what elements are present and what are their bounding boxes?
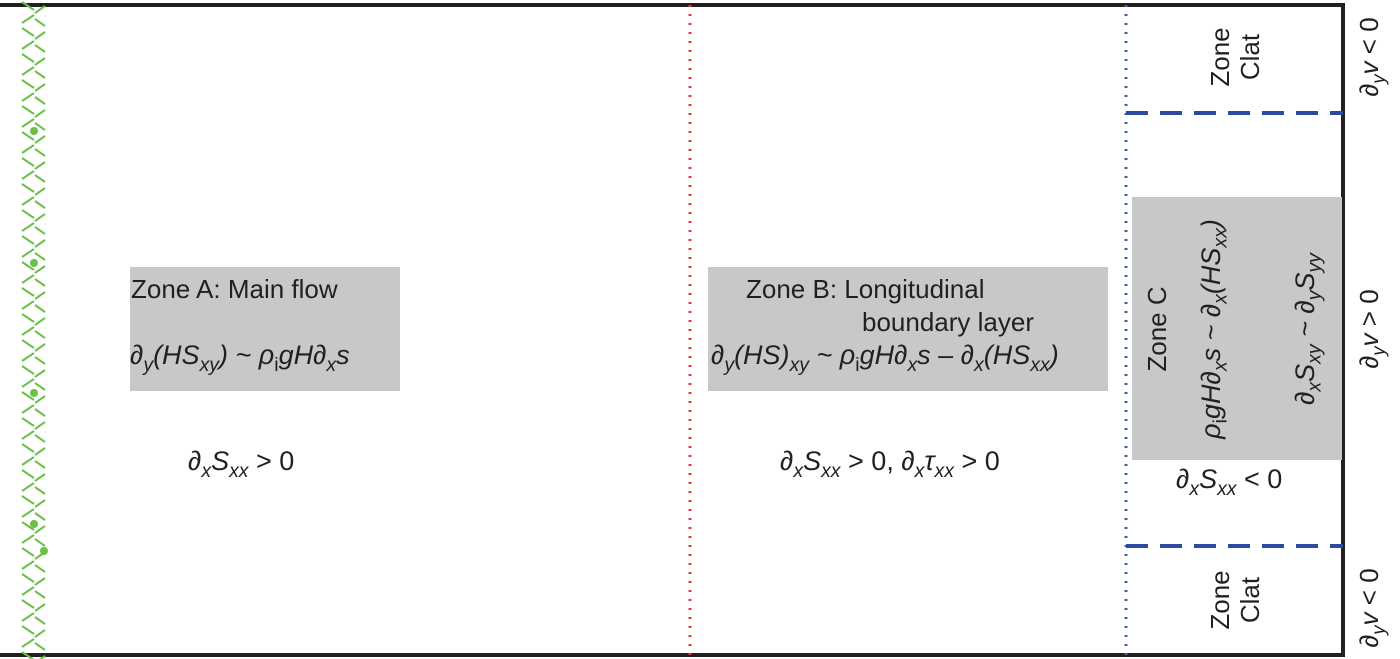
zone-a-condition: $\partial_xS_{xx} > 0$ — [188, 446, 295, 482]
green-boundary-dash — [35, 292, 45, 299]
green-boundary-dash — [35, 318, 45, 325]
green-boundary-dash — [35, 448, 45, 455]
zone-clat-top-line2: Clat — [1235, 33, 1265, 81]
green-boundary-dash — [35, 500, 45, 507]
zone-clat-bottom-line2: Clat — [1235, 576, 1265, 624]
green-boundary-dash — [35, 110, 45, 117]
green-boundary-dash — [35, 71, 45, 78]
green-boundary-dash — [22, 535, 34, 543]
green-boundary-dash — [22, 15, 34, 23]
green-boundary-dash — [35, 149, 45, 156]
green-boundary-dash — [22, 197, 34, 205]
green-boundary-dash — [35, 279, 45, 286]
green-boundary-dash — [35, 253, 45, 260]
green-boundary-dash — [35, 175, 45, 182]
green-boundary-dash — [35, 357, 45, 364]
green-boundary-dash — [35, 201, 45, 208]
green-boundary-dash — [35, 136, 45, 143]
green-boundary-dash — [35, 513, 45, 520]
green-boundary-dash — [22, 171, 34, 179]
green-boundary-dash — [35, 461, 45, 468]
green-boundary-dash — [22, 41, 34, 49]
green-boundary-dash — [22, 366, 34, 374]
zone-b-title-line2: boundary layer — [862, 307, 1034, 337]
green-boundary-dash — [22, 613, 34, 621]
green-boundary-dash — [22, 470, 34, 478]
zone-b-balance: $\partial_y(HS)_{xy}$ ~ $\rho_igH\partial_xs - \partial_x(HS_{xx})$ — [711, 340, 1059, 376]
green-boundary-dash — [22, 496, 34, 504]
green-margin-boundary — [22, 2, 48, 659]
green-boundary-dash — [22, 561, 34, 569]
zone-b-title-line1: Zone B: Longitudinal — [746, 274, 985, 304]
zone-c-balance-1: $\rho_igH\partial_xs$ ~ $\partial_x(HS_{xx})$ — [1195, 219, 1232, 439]
green-boundary-dash — [22, 340, 34, 348]
green-boundary-dash — [22, 548, 34, 556]
green-boundary-dash — [35, 396, 45, 403]
zone-clat-top-line1: Zone — [1205, 27, 1236, 87]
green-boundary-dash — [22, 379, 34, 387]
green-boundary-dash — [22, 28, 34, 36]
green-boundary-dash — [22, 184, 34, 192]
green-boundary-dash — [35, 32, 45, 39]
green-boundary-dash — [22, 158, 34, 166]
green-boundary-dash — [22, 210, 34, 218]
green-boundary-dash — [22, 236, 34, 244]
green-boundary-dash — [35, 422, 45, 429]
green-boundary-dot — [40, 547, 48, 555]
green-boundary-dash — [35, 266, 45, 273]
side-label-middle: $\partial_yv > 0$ — [1353, 289, 1389, 369]
green-boundary-dash — [22, 93, 34, 101]
green-boundary-dash — [35, 214, 45, 221]
green-boundary-dash — [22, 67, 34, 75]
green-boundary-dash — [22, 223, 34, 231]
green-boundary-dash — [22, 301, 34, 309]
green-boundary-dash — [22, 288, 34, 296]
green-boundary-dash — [22, 145, 34, 153]
green-boundary-dash — [22, 275, 34, 283]
green-boundary-dash — [35, 617, 45, 624]
green-boundary-dash — [35, 240, 45, 247]
zone-clat-bottom-label — [1206, 570, 1266, 629]
zone-c-balance-2: $\partial_xS_{xy}$ ~ $\partial_yS_{yy}$ — [1289, 253, 1326, 405]
green-boundary-dash — [22, 574, 34, 582]
green-boundary-dash — [35, 227, 45, 234]
green-boundary-dash — [35, 6, 45, 13]
green-boundary-dash — [22, 431, 34, 439]
green-boundary-dash — [35, 370, 45, 377]
green-boundary-dash — [35, 630, 45, 637]
green-boundary-dash — [35, 565, 45, 572]
side-label-top: $\partial_yv < 0$ — [1353, 17, 1389, 97]
green-boundary-dash — [22, 106, 34, 114]
green-boundary-dash — [22, 353, 34, 361]
green-boundary-dash — [22, 119, 34, 127]
green-boundary-dash — [35, 97, 45, 104]
green-boundary-dash — [22, 405, 34, 413]
green-boundary-dash — [22, 418, 34, 426]
green-boundary-dash — [35, 591, 45, 598]
green-boundary-dash — [35, 188, 45, 195]
green-boundary-dash — [35, 162, 45, 169]
green-boundary-dash — [35, 539, 45, 546]
green-boundary-dash — [22, 600, 34, 608]
zone-a-title: Zone A: Main flow — [131, 274, 338, 304]
green-boundary-dash — [22, 639, 34, 647]
green-boundary-dash — [22, 626, 34, 634]
green-boundary-dot — [30, 520, 38, 528]
green-boundary-dash — [22, 457, 34, 465]
green-boundary-dash — [22, 314, 34, 322]
green-boundary-dash — [22, 327, 34, 335]
green-boundary-dash — [35, 305, 45, 312]
green-boundary-dash — [22, 444, 34, 452]
green-boundary-dash — [22, 54, 34, 62]
green-boundary-dash — [35, 604, 45, 611]
zone-a-balance: $\partial_y(HS_{xy})$ ~ $\rho_igH\partial_xs$ — [130, 340, 350, 376]
zone-c-title: Zone C — [1142, 286, 1173, 372]
zone-clat-top-label — [1206, 27, 1266, 86]
green-boundary-dot — [30, 127, 38, 135]
green-boundary-dash — [35, 19, 45, 26]
green-boundary-dash — [35, 344, 45, 351]
green-boundary-dash — [35, 643, 45, 650]
zone-clat-bottom-line1: Zone — [1205, 570, 1236, 630]
green-boundary-dash — [35, 84, 45, 91]
green-boundary-dash — [22, 483, 34, 491]
green-boundary-dot — [30, 259, 38, 267]
green-boundary-dot — [30, 389, 38, 397]
green-boundary-dash — [35, 383, 45, 390]
green-boundary-dash — [22, 249, 34, 257]
green-boundary-dash — [35, 45, 45, 52]
green-boundary-dash — [35, 331, 45, 338]
green-boundary-dash — [22, 587, 34, 595]
green-boundary-dash — [35, 435, 45, 442]
green-boundary-dash — [22, 80, 34, 88]
side-label-bottom: $\partial_yv < 0$ — [1353, 568, 1389, 648]
green-boundary-dash — [22, 509, 34, 517]
green-boundary-dash — [35, 474, 45, 481]
zone-b-condition: $\partial_xS_{xx} > 0$, $\partial_x\tau_{xx} > 0$ — [780, 446, 1000, 482]
green-boundary-dash — [35, 409, 45, 416]
green-boundary-dash — [35, 487, 45, 494]
zone-c-condition: $\partial_xS_{xx} < 0$ — [1176, 464, 1283, 500]
green-boundary-dash — [35, 578, 45, 585]
green-boundary-dash — [35, 58, 45, 65]
